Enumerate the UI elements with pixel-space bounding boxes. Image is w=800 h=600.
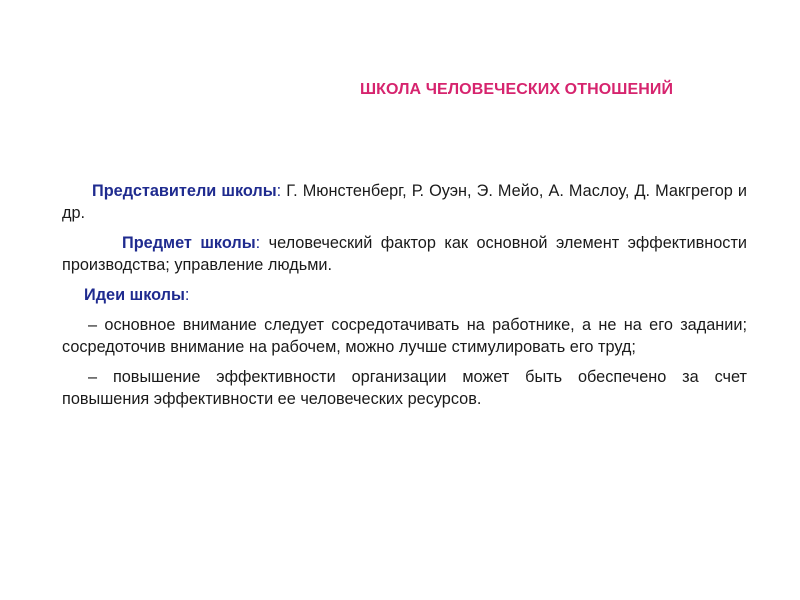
ideas-heading: [62, 284, 747, 306]
representatives-paragraph: [62, 180, 747, 224]
representatives-colon: :: [276, 182, 282, 200]
idea-item: – основное внимание следует сосредотачивать на работнике, а не на его задании; сосредоточив внимание на рабочем, можно лучше стимулировать его труд;: [62, 316, 747, 356]
representatives-text: Г. Мюнстенберг, Р. Оуэн, Э. Мейо, А. Маслоу, Д. Макгрегор и др.: [62, 182, 747, 222]
ideas-label: Идеи школы: [84, 286, 185, 304]
slide-title: ШКОЛА ЧЕЛОВЕЧЕСКИХ ОТНОШЕНИЙ: [360, 81, 674, 98]
subject-text: человеческий фактор как основной элемент эффективности производства; управление людьми.: [62, 234, 747, 274]
ideas-colon: :: [184, 286, 190, 304]
subject-colon: :: [255, 234, 261, 252]
subject-label: Предмет школы: [122, 234, 256, 252]
subject-paragraph: [62, 232, 747, 276]
idea-item: – повышение эффективности организации может быть обеспечено за счет повышения эффективности ее человеческих ресурсов.: [62, 368, 747, 408]
representatives-label: Представители школы: [92, 182, 277, 200]
slide-body: [62, 180, 747, 418]
